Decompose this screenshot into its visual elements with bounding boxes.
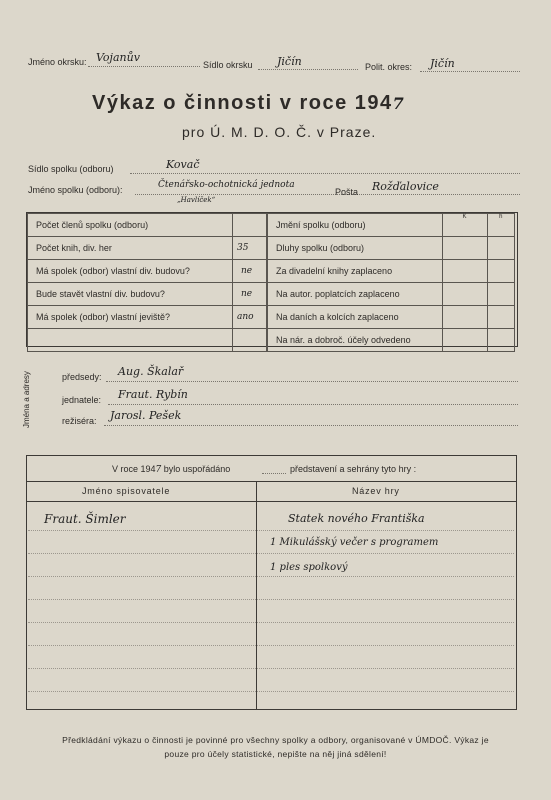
table-row <box>268 306 515 329</box>
rule-line <box>28 530 514 531</box>
stat-label: Dluhy spolku (odboru) <box>268 237 443 260</box>
stat-k <box>442 306 487 329</box>
stats-right-table <box>267 213 515 352</box>
page-title <box>92 92 405 115</box>
jednatel-label: jednatele: <box>62 395 102 405</box>
col-k-header: K <box>442 214 487 237</box>
jmeno-spolku-line <box>135 194 520 195</box>
stat-value: ne <box>233 283 267 306</box>
predseda-line <box>106 381 518 382</box>
rule-line <box>28 691 514 692</box>
jmeno-spolku-label: Jméno spolku (odboru): <box>28 185 123 195</box>
rule-line <box>28 622 514 623</box>
plays-header-right: představení a sehrány tyto hry : <box>290 464 417 474</box>
stat-label: Počet členů spolku (odboru) <box>28 214 233 237</box>
polit-okres-label: Polit. okres: <box>365 62 413 72</box>
table-row <box>268 237 515 260</box>
plays-header <box>112 464 230 475</box>
plays-count-line <box>262 473 286 474</box>
predseda-label: předsedy: <box>62 372 102 382</box>
author-entry: Fraut. Šimler <box>44 512 126 526</box>
table-row <box>28 237 267 260</box>
stat-h <box>487 306 514 329</box>
page-subtitle: pro Ú. M. D. O. Č. v Praze. <box>182 124 377 140</box>
reziser-label: režiséra: <box>62 416 97 426</box>
sidlo-okrsku-line <box>258 69 358 70</box>
plays-header-divider <box>27 481 516 482</box>
plays-colhead-divider <box>27 501 516 502</box>
jmeno-spolku-value-line2: „Havlíček“ <box>177 196 216 204</box>
play-title-entry: Statek nového Františka <box>288 512 425 525</box>
title-text: Výkaz o činnosti v roce 194 <box>92 92 393 114</box>
stat-label: Na autor. poplatcích zaplaceno <box>268 283 443 306</box>
reziser-value: Jarosl. Pešek <box>110 409 182 422</box>
plays-header-year: 7 <box>155 465 162 475</box>
play-title-entry: 1 Mikulášský večer s programem <box>270 537 439 548</box>
polit-okres-value: Jičín <box>430 57 455 70</box>
table-row <box>28 214 267 237</box>
play-title-entry: 1 ples spolkový <box>270 562 348 573</box>
stat-value: ano <box>233 306 267 329</box>
jednatel-value: Fraut. Rybín <box>118 388 188 401</box>
sidlo-okrsku-value: Jičín <box>277 55 302 68</box>
table-row <box>28 283 267 306</box>
predseda-value: Aug. Škalař <box>118 365 184 378</box>
stat-label: Má spolek (odbor) vlastní div. budovu? <box>28 260 233 283</box>
stat-h <box>487 237 514 260</box>
rule-line <box>28 645 514 646</box>
rule-line <box>28 576 514 577</box>
reziser-line <box>104 425 518 426</box>
posta-label: Pošta <box>335 187 359 197</box>
stat-label: Za divadelní knihy zaplaceno <box>268 260 443 283</box>
col-author-header: Jméno spisovatele <box>82 486 171 496</box>
rule-line <box>28 668 514 669</box>
sidlo-okrsku-label: Sídlo okrsku <box>203 60 253 70</box>
posta-value: Rožďalovice <box>372 180 439 193</box>
footer-note <box>10 733 541 761</box>
stat-h <box>487 329 514 352</box>
stat-label: Jmění spolku (odboru) <box>268 214 443 237</box>
table-row <box>268 260 515 283</box>
table-row <box>268 329 515 352</box>
stat-label <box>28 329 233 352</box>
table-row <box>268 283 515 306</box>
rule-line <box>28 553 514 554</box>
footer-line2: pouze pro účely statistické, nepište na něj jiná sdělení! <box>164 749 387 759</box>
stat-label: Počet knih, div. her <box>28 237 233 260</box>
okrsek-value: Vojanův <box>96 51 140 64</box>
rule-line <box>28 599 514 600</box>
okrsek-line <box>88 66 200 67</box>
stat-value: ne <box>233 260 267 283</box>
table-row <box>28 306 267 329</box>
okrsek-label: Jméno okrsku: <box>28 57 87 67</box>
stat-k <box>442 237 487 260</box>
stat-label: Bude stavět vlastní div. budovu? <box>28 283 233 306</box>
plays-header-mid: bylo uspořádáno <box>161 464 231 474</box>
stat-label: Má spolek (odbor) vlastní jeviště? <box>28 306 233 329</box>
stat-k <box>442 329 487 352</box>
sidlo-spolku-label: Sídlo spolku (odboru) <box>28 164 114 174</box>
stat-value <box>233 329 267 352</box>
jednatel-line <box>108 404 518 405</box>
stat-h <box>487 260 514 283</box>
stat-h <box>487 283 514 306</box>
table-row <box>28 260 267 283</box>
table-row <box>268 214 515 237</box>
plays-column-divider <box>256 481 257 709</box>
polit-okres-line <box>420 71 520 72</box>
jmeno-spolku-value: Čtenářsko-ochotnická jednota <box>158 180 295 190</box>
title-year: 7 <box>392 94 406 113</box>
plays-header-prefix: V roce 194 <box>112 464 156 474</box>
sidlo-spolku-line <box>130 173 520 174</box>
table-row <box>28 329 267 352</box>
col-h-header: h <box>487 214 514 237</box>
stat-value: 35 <box>233 237 267 260</box>
stat-value <box>233 214 267 237</box>
names-vertical-label: Jména a adresy <box>22 371 31 428</box>
stat-label: Na daních a kolcích zaplaceno <box>268 306 443 329</box>
stat-k <box>442 283 487 306</box>
stat-k <box>442 260 487 283</box>
sidlo-spolku-value: Kovač <box>166 158 200 171</box>
stats-left-table <box>27 213 267 352</box>
footer-line1: Předkládání výkazu o činnosti je povinné pro všechny spolky a odbory, organisované v ÚMDOČ. Výkaz je <box>62 735 489 745</box>
col-title-header: Název hry <box>352 486 400 496</box>
stat-label: Na nár. a dobroč. účely odvedeno <box>268 329 443 352</box>
